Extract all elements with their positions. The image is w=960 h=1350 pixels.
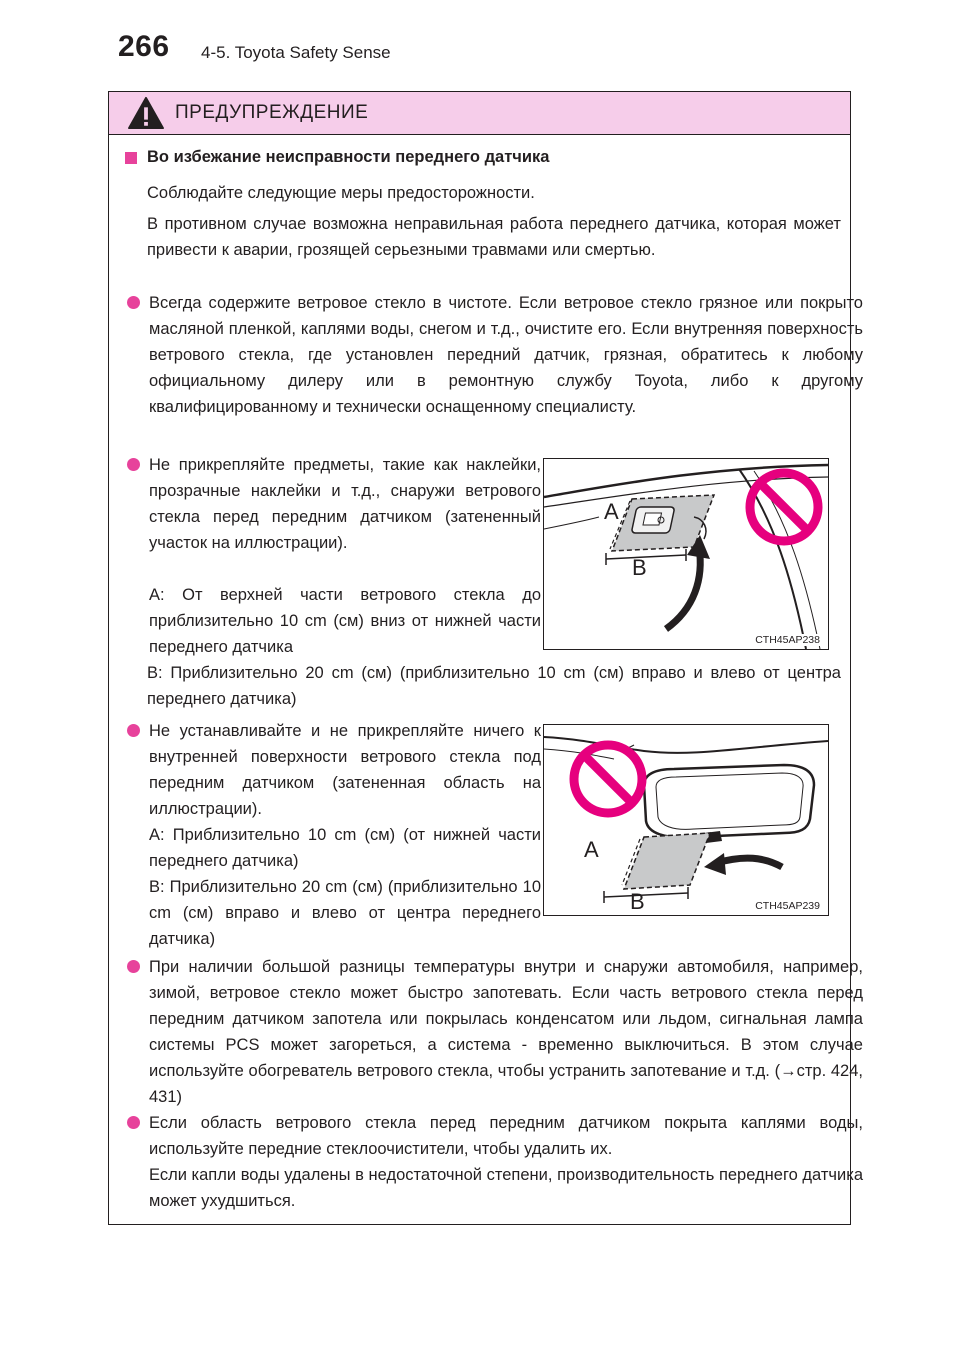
list-item-text: Не устанавливайте и не прикрепляйте ничего к внутренней поверхности ветрового стекла под передним датчиком (затененная область на иллюстрации). bbox=[149, 722, 541, 818]
page-number: 266 bbox=[118, 30, 170, 63]
bullet-dot-icon bbox=[127, 296, 140, 309]
list-item-extra-text: Если капли воды удалены в недостаточной степени, производительность переднего датчика может ухудшиться. bbox=[149, 1166, 863, 1210]
bullet-dot-icon bbox=[127, 458, 140, 471]
note-b-text: B: Приблизительно 20 cm (см) (приблизительно 10 cm (см) вправо и влево от центра переднего датчика) bbox=[149, 878, 541, 948]
prohibition-icon bbox=[750, 473, 818, 541]
section-title: 4-5. Toyota Safety Sense bbox=[201, 43, 391, 62]
illustration-code: CTH45AP238 bbox=[755, 634, 820, 646]
warning-header bbox=[109, 92, 850, 135]
warning-heading bbox=[125, 148, 549, 167]
list-item-text: Всегда содержите ветровое стекло в чистоте. Если ветровое стекло грязное или покрыто масляной пленкой, каплями воды, снегом и т.д., очистите его. Если внутренняя поверхность ветрового стекла, где установлен передний датчик, грязная, обратитесь к любому официальному дилеру или в ремонтную службу Toyota, либо к другому квалифицированному и технически оснащенному специалисту. bbox=[149, 294, 863, 416]
intro-text: Соблюдайте следующие меры предосторожности. bbox=[147, 184, 535, 202]
illustration-sensor-area bbox=[543, 724, 829, 916]
warning-heading-text: Во избежание неисправности переднего датчика bbox=[147, 148, 550, 166]
note-a-text: A: Приблизительно 10 cm (см) (от нижней части переднего датчика) bbox=[149, 826, 541, 870]
illustration-sticker-zone bbox=[543, 458, 829, 650]
illustration-label-b: B bbox=[630, 889, 645, 914]
prohibition-icon bbox=[574, 745, 642, 813]
note-a-text: A: От верхней части ветрового стекла до приблизительно 10 cm (см) вниз от нижней части переднего датчика bbox=[149, 586, 541, 656]
bullet-dot-icon bbox=[127, 1116, 140, 1129]
illustration-code: CTH45AP239 bbox=[755, 900, 820, 912]
list-item-text: При наличии большой разницы температуры внутри и снаружи автомобиля, например, зимой, ветровое стекло может быстро запотевать. Если часть ветрового стекла перед передним датчиком запотела или покрылась конденсатом или льдом, сигнальная лампа системы PCS может загореться, а система - временно выключиться. В этом случае используйте обогреватель ветрового стекла, чтобы устранить запотевание и т.д. (→стр. 424, 431) bbox=[149, 958, 863, 1106]
list-item-text: Не прикрепляйте предметы, такие как наклейки, прозрачные наклейки и т.д., снаружи ветрового стекла перед передним датчиком (затененный участок на иллюстрации). bbox=[149, 456, 541, 552]
consequence-text: В противном случае возможна неправильная работа переднего датчика, которая может привести к аварии, грозящей серьезными травмами или смертью. bbox=[147, 215, 841, 259]
warning-box bbox=[108, 91, 863, 1225]
warning-triangle-icon bbox=[127, 96, 165, 130]
note-b-text: B: Приблизительно 20 cm (см) (приблизительно 10 cm (см) вправо и влево от центра переднего датчика) bbox=[147, 664, 841, 708]
square-bullet-icon bbox=[125, 152, 137, 164]
illustration-label-a: A bbox=[604, 499, 619, 524]
illustration-label-b: B bbox=[632, 555, 647, 580]
bullet-dot-icon bbox=[127, 960, 140, 973]
list-item-text: Если область ветрового стекла перед передним датчиком покрыта каплями воды, используйте передние стеклоочистители, чтобы удалить их. bbox=[149, 1114, 863, 1158]
bullet-dot-icon bbox=[127, 724, 140, 737]
illustration-label-a: A bbox=[584, 837, 599, 862]
warning-title: ПРЕДУПРЕЖДЕНИЕ bbox=[175, 102, 369, 123]
